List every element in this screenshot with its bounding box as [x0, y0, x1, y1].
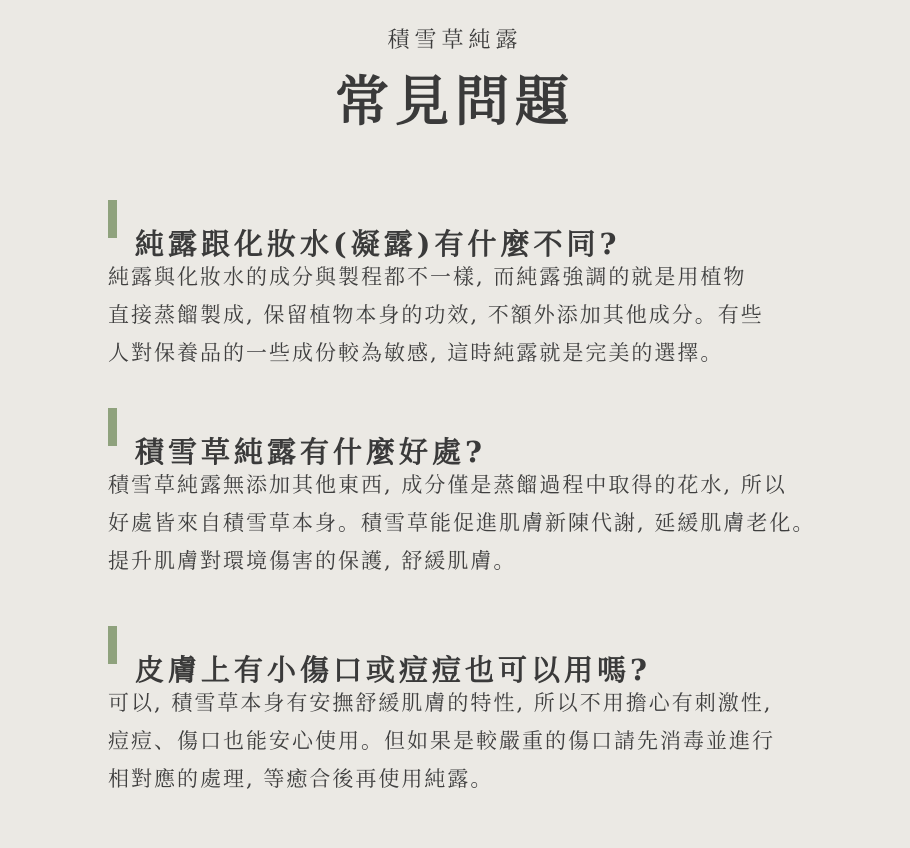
faq-answer-line: 好處皆來自積雪草本身。積雪草能促進肌膚新陳代謝, 延緩肌膚老化。 [108, 511, 816, 535]
faq-question-row [108, 622, 888, 688]
question-accent-bar [108, 200, 117, 238]
faq-answer-line: 提升肌膚對環境傷害的保護, 舒緩肌膚。 [108, 549, 517, 573]
faq-question-row [108, 196, 888, 262]
faq-answer [108, 684, 888, 798]
faq-answer [108, 466, 888, 580]
faq-item-difference [108, 196, 888, 372]
product-subtitle: 積雪草純露 [387, 28, 523, 53]
question-accent-bar [108, 408, 117, 446]
faq-item-benefits [108, 404, 888, 580]
faq-answer-line: 人對保養品的一些成份較為敏感, 這時純露就是完美的選擇。 [108, 341, 724, 365]
page-title: 常見問題 [335, 69, 575, 133]
faq-item-wounds [108, 622, 888, 798]
faq-question: 皮膚上有小傷口或痘痘也可以用嗎? [135, 653, 651, 688]
faq-question-row [108, 404, 888, 470]
faq-answer-line: 純露與化妝水的成分與製程都不一樣, 而純露強調的就是用植物 [108, 265, 747, 289]
faq-answer-line: 積雪草純露無添加其他東西, 成分僅是蒸餾過程中取得的花水, 所以 [108, 473, 787, 497]
question-accent-bar [108, 626, 117, 664]
faq-answer [108, 258, 888, 372]
faq-answer-line: 痘痘、傷口也能安心使用。但如果是較嚴重的傷口請先消毒並進行 [108, 729, 775, 753]
faq-answer-line: 相對應的處理, 等癒合後再使用純露。 [108, 767, 494, 791]
faq-answer-line: 直接蒸餾製成, 保留植物本身的功效, 不額外添加其他成分。有些 [108, 303, 764, 327]
faq-question: 純露跟化妝水(凝露)有什麼不同? [135, 227, 621, 262]
faq-answer-line: 可以, 積雪草本身有安撫舒緩肌膚的特性, 所以不用擔心有刺激性, [108, 691, 773, 715]
faq-question: 積雪草純露有什麼好處? [135, 435, 486, 470]
